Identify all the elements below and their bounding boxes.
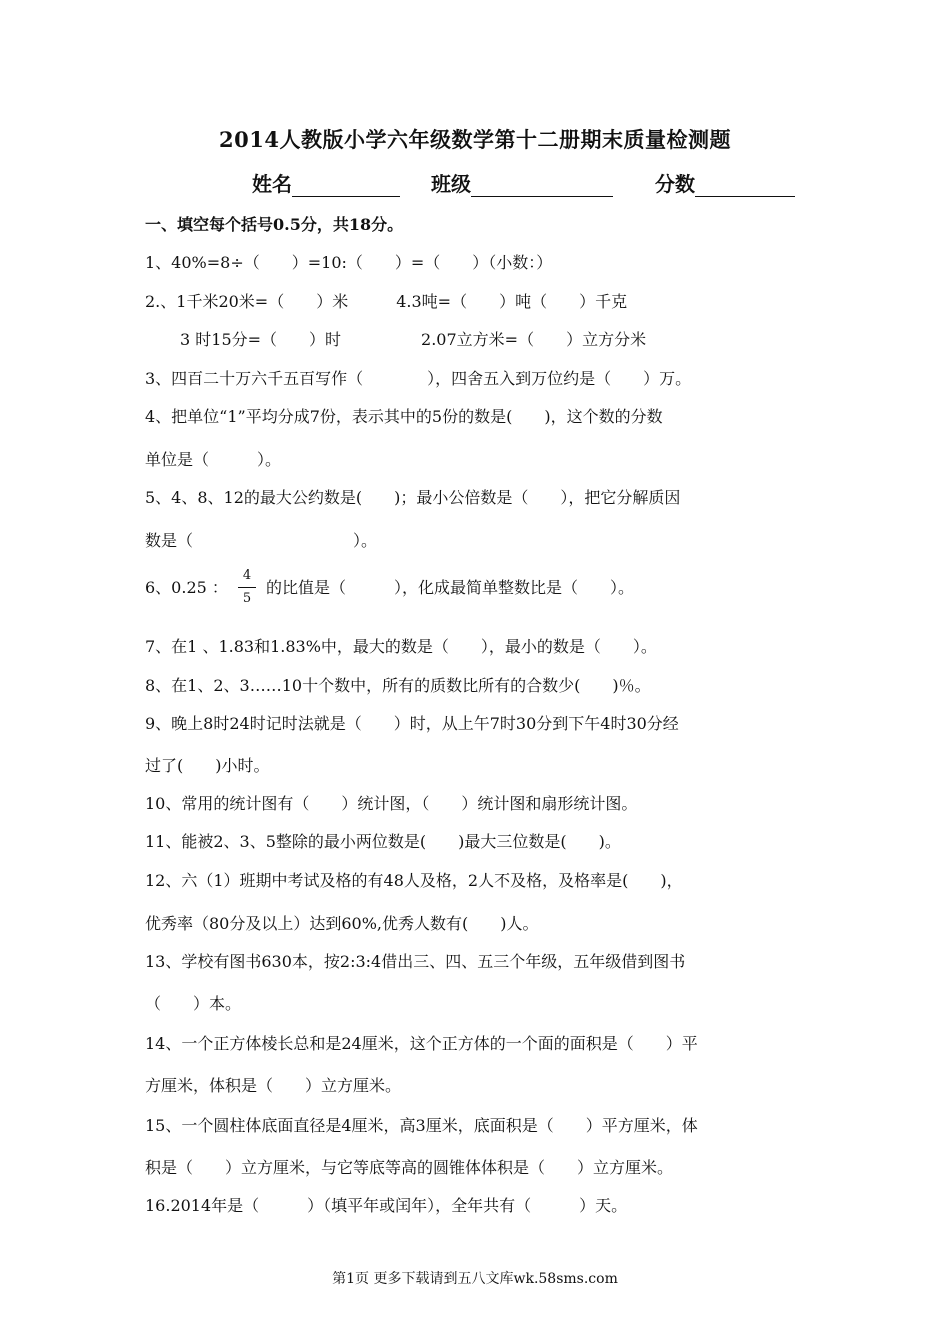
question-3: 3、四百二十万六千五百写作（ ），四舍五入到万位约是（ ）万。 bbox=[145, 369, 692, 388]
name-label: 姓名 bbox=[252, 172, 292, 196]
question-10: 10、常用的统计图有（ ）统计图，（ ）统计图和扇形统计图。 bbox=[145, 794, 638, 813]
question-14b: 方厘米，体积是（ ）立方厘米。 bbox=[145, 1076, 402, 1095]
question-1: 1、40%=8÷（ ）=10:（ ）=（ ）（小数：） bbox=[145, 253, 553, 272]
question-8: 8、在1、2、3……10十个数中，所有的质数比所有的合数少( )％。 bbox=[145, 676, 651, 695]
score-field bbox=[655, 168, 795, 197]
question-6-suffix: 的比值是（ ），化成最简单整数比是（ ）。 bbox=[266, 578, 635, 597]
question-15b: 积是（ ）立方厘米，与它等底等高的圆锥体体积是（ ）立方厘米。 bbox=[145, 1158, 674, 1177]
question-6-prefix: 6、0.25 ： bbox=[145, 578, 228, 597]
question-15a: 15、一个圆柱体底面直径是4厘米，高3厘米，底面积是（ ）平方厘米，体 bbox=[145, 1116, 698, 1135]
page-title: 2014人教版小学六年级数学第十二册期末质量检测题 bbox=[219, 127, 731, 152]
question-9b: 过了( )小时。 bbox=[145, 756, 270, 775]
score-blank bbox=[695, 174, 795, 197]
fraction-four-fifths bbox=[238, 566, 256, 609]
question-13a: 13、学校有图书630本，按2:3:4借出三、四、五三个年级，五年级借到图书 bbox=[145, 952, 686, 971]
question-11: 11、能被2、3、5整除的最小两位数是( )最大三位数是( )。 bbox=[145, 832, 621, 851]
question-2a: 2.、1千米20米=（ ）米 4.3吨=（ ）吨（ ）千克 bbox=[145, 292, 628, 311]
question-9a: 9、晚上8时24时记时法就是（ ）时，从上午7时30分到下午4时30分经 bbox=[145, 714, 679, 733]
question-14a: 14、一个正方体棱长总和是24厘米，这个正方体的一个面的面积是（ ）平 bbox=[145, 1034, 698, 1053]
score-label: 分数 bbox=[655, 172, 695, 196]
student-info-row bbox=[0, 168, 950, 198]
fraction-denominator: 5 bbox=[242, 591, 252, 606]
question-7: 7、在1 、1.83和1.83%中，最大的数是（ ），最小的数是（ ）。 bbox=[145, 637, 657, 656]
question-13b: （ ）本。 bbox=[145, 994, 242, 1013]
question-12b: 优秀率（80分及以上）达到60%,优秀人数有( )人。 bbox=[145, 914, 539, 933]
class-blank bbox=[471, 174, 613, 197]
question-16: 16.2014年是（ ）（填平年或闰年），全年共有（ ）天。 bbox=[145, 1196, 628, 1215]
fraction-numerator: 4 bbox=[242, 568, 252, 583]
section-heading: 一、填空每个括号0.5分，共18分。 bbox=[145, 215, 404, 234]
name-blank bbox=[292, 174, 400, 197]
class-field bbox=[431, 168, 613, 197]
fraction-bar bbox=[238, 587, 256, 588]
question-2b: 3 时15分=（ ）时 2.07立方米=（ ）立方分米 bbox=[180, 330, 647, 349]
question-5b: 数是（ ）。 bbox=[145, 531, 378, 550]
question-4a: 4、把单位“1”平均分成7份，表示其中的5份的数是( )，这个数的分数 bbox=[145, 407, 663, 426]
question-5a: 5、4、8、12的最大公约数是( )；最小公倍数是（ ），把它分解质因 bbox=[145, 488, 681, 507]
question-4b: 单位是（ ）。 bbox=[145, 450, 282, 469]
question-12a: 12、六（1）班期中考试及格的有48人及格，2人不及格，及格率是( )， bbox=[145, 871, 683, 890]
page-footer: 第1页 更多下载请到五八文库wk.58sms.com bbox=[332, 1271, 618, 1287]
name-field bbox=[252, 168, 400, 197]
class-label: 班级 bbox=[431, 172, 471, 196]
